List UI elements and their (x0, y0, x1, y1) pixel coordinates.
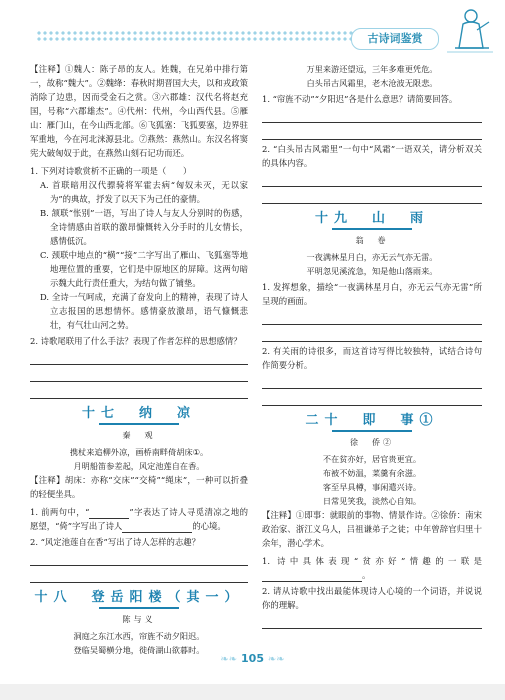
poem17-author: 秦 观 (122, 431, 156, 440)
poem18-line-1: 洞庭之东江水西，帘旌不动夕阳迟。 (73, 631, 205, 641)
poem18-line-4: 白头吊古风霜里，老木沧波无限悲。 (306, 78, 438, 88)
poem18-line-3: 万里来游还望远，三年多难更凭危。 (306, 64, 438, 74)
answer-line[interactable] (262, 189, 482, 204)
answer-line[interactable] (30, 350, 248, 365)
poem16-option-b: B. 颔联“怅别”一语，写出了诗人与友人分别时的伤感，全诗情感由首联的激昂慷慨转入分手时的儿女情长，感情低沉。 (40, 208, 248, 246)
answer-line[interactable] (262, 391, 482, 406)
answer-line[interactable] (262, 374, 482, 389)
poem18-line-2: 登临吴蜀横分地，徙倚湖山欲暮时。 (73, 645, 205, 655)
poem19-author: 翁 卷 (355, 236, 389, 245)
left-ornament-icon: ❧❧ (220, 654, 238, 665)
poem19-question-1: 1. 发挥想象，描绘“一夜满林星月白，亦无云气亦无雷”所呈现的画面。 (262, 282, 482, 306)
page-number: 105 (241, 652, 264, 665)
header-dot-pattern (36, 30, 366, 42)
poem18-title: 十八 登岳阳楼（其一） (34, 590, 244, 605)
poem19-line-1: 一夜满林星月白，亦无云气亦无雷。 (306, 252, 438, 262)
page-footer (0, 652, 505, 665)
title-underline (332, 228, 412, 230)
answer-line[interactable] (262, 172, 482, 187)
answer-line[interactable] (262, 614, 482, 629)
answer-line[interactable] (30, 568, 248, 583)
poem16-option-a: A. 首联暗用汉代骠骑将军霍去病“匈奴未灭，无以家为”的典故，抒发了以天下为己任的豪情。 (40, 180, 248, 204)
title-underline (99, 607, 179, 609)
poem16-question-2: 2. 诗歌尾联用了什么手法？表现了作者怎样的思想感情？ (30, 336, 242, 346)
print-margin-bar (0, 684, 505, 700)
fill-blank[interactable] (89, 508, 129, 519)
answer-line[interactable] (262, 310, 482, 325)
header-title: 古诗词鉴赏 (351, 28, 439, 50)
poem16-option-d: D. 全诗一气呵成，充满了奋发向上的精神，表现了诗人立志报国的思想情怀。感情豪放激昂，语气慷慨悲壮，有气壮山河之势。 (40, 292, 248, 330)
page-header (0, 0, 505, 54)
answer-line[interactable] (262, 125, 482, 140)
poem17-question-1: 1. 前两句中，“ ”字表达了诗人寻觅清凉之地的愿望，“倚”字写出了诗人 的心境。 (30, 507, 249, 531)
scholar-illustration-icon (441, 2, 497, 58)
poem20-notes: 【注释】①即事：就眼前的事物、情景作诗。②徐侨：南宋政治家、浙江义乌人，吕祖谦弟子之徒；中年曾辞官归里十余年，潜心学术。 (262, 510, 482, 548)
answer-line[interactable] (30, 367, 248, 382)
poem17-question-2: 2. “风定池莲自在香”写出了诗人怎样的志趣？ (30, 537, 200, 547)
answer-line[interactable] (30, 384, 248, 399)
poem20-author: 徐 侨② (350, 438, 394, 447)
title-underline (99, 423, 179, 425)
poem18-author: 陈与义 (122, 615, 156, 624)
poem16-option-c: C. 颈联中地点的“横”“接”二字写出了雁山、飞狐塞等地地理位置的重要，它们是中原地区的屏障。这两句暗示魏大此行责任重大，为结句做了铺垫。 (40, 250, 248, 288)
poem17-notes: 【注释】胡床：亦称“交床”“交椅”“绳床”，一种可以折叠的轻便坐具。 (30, 475, 248, 499)
fill-blank[interactable] (262, 571, 362, 582)
right-ornament-icon: ❧❧ (267, 654, 285, 665)
poem19-question-2: 2. 有关雨的诗很多，而这首诗写得比较独特，试结合诗句作简要分析。 (262, 346, 482, 370)
poem20-line-3: 客至早具樽，事闲遣兴诗。 (322, 482, 422, 492)
fill-blank[interactable] (122, 522, 192, 533)
poem19-line-2: 平明忽见溪流急，知是他山落雨来。 (306, 266, 438, 276)
poem20-question-1: 1. 诗中具体表现“贫亦好”情趣的一联是。 (262, 556, 482, 580)
answer-line[interactable] (30, 551, 248, 566)
poem19-title: 十九 山 雨 (314, 211, 429, 226)
left-column (30, 62, 248, 657)
answer-line[interactable] (262, 108, 482, 123)
answer-line[interactable] (262, 327, 482, 342)
poem20-question-2: 2. 请从诗歌中找出最能体现诗人心境的一个词语，并说说你的理解。 (262, 586, 482, 610)
poem17-line-1: 携杖来追柳外凉，画桥南畔倚胡床①。 (69, 447, 209, 457)
poem17-line-2: 月明船笛参差起，风定池莲自在香。 (73, 461, 205, 471)
poem18-question-1: 1. “帘旌不动”“夕阳迟”各是什么意思？请简要回答。 (262, 94, 458, 104)
poem20-line-4: 日常见笑我，淡然心自知。 (322, 496, 422, 506)
poem16-question-1: 1. 下列对诗歌赏析不正确的一项是（ ） (30, 166, 192, 176)
right-column (262, 62, 482, 629)
poem18-question-2: 2. “白头吊古风霜里”一句中“风霜”一语双关，请分析双关的具体内容。 (262, 144, 482, 168)
poem20-line-1: 不在贫亦好，居官贵更宜。 (322, 454, 422, 464)
title-underline (332, 430, 412, 432)
poem20-title: 二十 即 事① (305, 413, 439, 428)
poem17-title: 十七 纳 凉 (81, 406, 196, 421)
poem16-notes: 【注释】①魏人：陈子昂的友人。姓魏，在兄弟中排行第一，故称“魏大”。②魏绛：春秋时期晋国大夫，以和戎政策消除了边患，因而受金石之赏。③六郡雄：汉代名将赵充国，号称“六郡雄杰”。④代州：代州，今山西代县。⑤雁山：雁门山，在今山西北部。⑥飞狐塞：飞狐要塞，边界驻军重地，今在河北涞源县北。⑦燕然：燕然山。东汉名将窦宪大破匈奴于此，在燕然山刻石记功而还。 (30, 64, 248, 158)
poem20-line-2: 布被不妨温，菜羹有余滋。 (322, 468, 422, 478)
